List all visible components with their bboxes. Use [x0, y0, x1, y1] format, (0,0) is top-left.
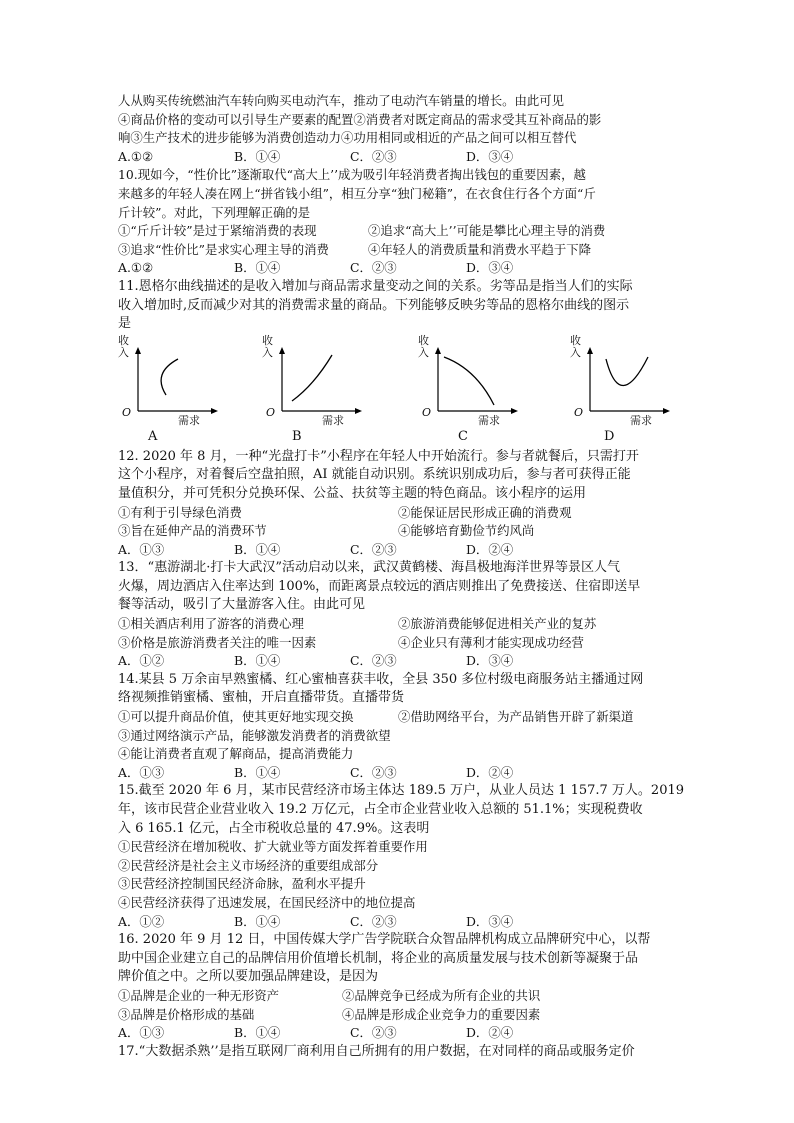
q9-statements-line-2: 响③生产技术的进步能够为消费创造动力④功用相同或相近的产品之间可以相互替代	[118, 130, 577, 146]
graph-c-y-arrow	[435, 347, 441, 354]
q12-option-b[interactable]: B．①④	[234, 541, 281, 557]
q15-option-a[interactable]: A．①②	[118, 913, 165, 929]
q15-statement-2: ②民营经济是社会主义市场经济的重要组成部分	[118, 857, 379, 873]
q13-stem-2: 火爆，周边酒店入住率达到 100%，而距离景点较远的酒店则推出了免费接送、住宿即送早	[118, 578, 641, 594]
graph-c-x-arrow	[511, 408, 518, 414]
graph-b-curve	[292, 355, 332, 401]
q13-statements-row-1	[118, 615, 684, 634]
graph-b-x-label: 需求	[322, 413, 344, 427]
q10-statements-row-2	[118, 241, 684, 260]
q10-statements-row-1	[118, 222, 684, 241]
q12-option-d[interactable]: D．②④	[466, 541, 514, 557]
q12-options	[118, 541, 684, 560]
q15-stem-3: 入 6 165.1 亿元，占全市税收总量的 47.9%。这表明	[118, 820, 430, 836]
graph-d-y-arrow	[587, 347, 593, 354]
q13-statement-2: ②旅游消费能够促进相关产业的复苏	[398, 616, 597, 632]
q14-statement-3: ③通过网络演示产品，能够激发消费者的消费欲望	[118, 727, 391, 743]
q13-option-b[interactable]: B．①④	[234, 653, 281, 669]
graph-d-svg	[570, 335, 682, 447]
q10-statement-3: ③追求“性价比”是求实心理主导的消费	[118, 241, 329, 257]
q17-stem-1: 17.“大数据杀熟’’是指互联网厂商利用自己所拥有的用户数据，在对同样的商品或服务定价	[118, 1043, 635, 1059]
q13-option-d[interactable]: D．③④	[466, 653, 514, 669]
q12-stem-2: 这个小程序，对着餐后空盘拍照，AI 就能自动识别。系统识别成功后，参与者可获得正能	[118, 467, 631, 483]
q11-stem-3: 是	[118, 316, 132, 332]
q9-stem-tail: 人从购买传统燃油汽车转向购买电动汽车，推动了电动汽车销量的增长。由此可见	[118, 93, 565, 108]
q16-option-b[interactable]: B．①④	[234, 1025, 281, 1041]
q12-statements-row-1	[118, 504, 684, 523]
q12-statement-4: ④能够培育勤俭节约风尚	[398, 523, 535, 539]
graph-a-x-arrow	[211, 408, 218, 414]
q14-statements-row-1	[118, 708, 684, 727]
q14-option-b[interactable]: B．①④	[234, 764, 281, 780]
q16-statement-1: ①品牌是企业的一种无形资产	[118, 987, 280, 1003]
q16-stem-1: 16. 2020 年 9 月 12 日，中国传媒大学广告学院联合众智品牌机构成立品牌研究中心，以帮	[118, 932, 651, 948]
q12-option-c[interactable]: C．②③	[350, 541, 397, 557]
q9-options	[118, 148, 684, 167]
q10-statement-1: ①“斤斤计较”是过于紧缩消费的表现	[118, 223, 317, 239]
q14-statement-2: ②借助网络平台，为产品销售开辟了新渠道	[398, 709, 634, 725]
q14-option-d[interactable]: D．②④	[466, 764, 514, 780]
graph-b-letter: B	[292, 428, 302, 444]
q15-statement-4: ④民营经济获得了迅速发展，在国民经济中的地位提高	[118, 894, 416, 910]
graph-a-curve	[161, 359, 178, 395]
q9-option-b[interactable]: B．①④	[234, 148, 281, 164]
q15-option-b[interactable]: B．①④	[234, 913, 281, 929]
q13-statement-4: ④企业只有薄利才能实现成功经营	[398, 634, 584, 650]
q12-option-a[interactable]: A．①③	[118, 541, 165, 557]
q10-option-c[interactable]: C．②③	[350, 260, 397, 276]
graph-b-y-label: 收入	[262, 333, 273, 359]
q10-option-b[interactable]: B．①④	[234, 260, 281, 276]
q16-option-a[interactable]: A．①③	[118, 1025, 165, 1041]
q12-stem-3: 量值积分，并可凭积分兑换环保、公益、扶贫等主题的特色商品。该小程序的运用	[118, 485, 587, 501]
q12-statement-1: ①有利于引导绿色消费	[118, 504, 242, 520]
graph-c-origin: O	[422, 405, 432, 419]
q12-statement-3: ③旨在延伸产品的消费环节	[118, 523, 267, 539]
graph-c-svg	[418, 335, 530, 447]
graph-b[interactable]	[262, 335, 374, 447]
graph-c-x-label: 需求	[478, 413, 500, 427]
graph-b-origin: O	[266, 405, 276, 419]
graph-a-origin: O	[122, 405, 132, 419]
q16-stem-2: 助中国企业建立自己的品牌信用价值增长机制，将企业的高质量发展与技术创新等凝聚于品	[118, 950, 639, 966]
q10-statement-4: ④年轻人的消费质量和消费水平趋于下降	[368, 241, 592, 257]
q16-option-d[interactable]: D．②④	[466, 1025, 514, 1041]
q12-stem-1: 12. 2020 年 8 月，一种“光盘打卡”小程序在年轻人中开始流行。参与者就餐后，只需打开	[118, 448, 639, 464]
q14-statement-1: ①可以提升商品价值，使其更好地实现交换	[118, 709, 354, 725]
graph-c[interactable]	[418, 335, 530, 447]
q9-option-a[interactable]: A.①②	[118, 148, 154, 164]
graph-a-letter: A	[148, 428, 158, 444]
q11-stem-2: 收入增加时,反而减少对其的消费需求量的商品。下列能够反映劣等品的恩格尔曲线的图示	[118, 297, 630, 313]
q10-stem-3: 斤计较”。对此，下列理解正确的是	[118, 204, 311, 220]
graph-c-letter: C	[458, 428, 468, 444]
q16-stem-3: 牌价值之中。之所以要加强品牌建设，是因为	[118, 969, 379, 985]
graph-a-x-label: 需求	[178, 413, 200, 427]
engel-curve-graphs	[118, 335, 684, 447]
q9-option-c[interactable]: C．②③	[350, 148, 397, 164]
q15-option-d[interactable]: D．③④	[466, 913, 514, 929]
graph-d-curve	[606, 357, 648, 386]
q15-stem-1: 15.截至 2020 年 6 月，某市民营经济市场主体达 189.5 万户，从业人员达 1 157.7 万人。2019	[118, 783, 684, 799]
graph-c-y-label: 收入	[418, 333, 429, 359]
graph-d[interactable]	[570, 335, 682, 447]
graph-a[interactable]	[118, 335, 230, 447]
q16-statement-3: ③品牌是价格形成的基础	[118, 1006, 255, 1022]
graph-b-x-arrow	[355, 408, 362, 414]
q10-stem-1: 10.现如今，“性价比”逐渐取代“高大上’’成为吸引年轻消费者掏出钱包的重要因素，越	[118, 167, 586, 183]
q13-option-c[interactable]: C．②③	[350, 653, 397, 669]
graph-d-x-arrow	[663, 408, 670, 414]
q15-option-c[interactable]: C．②③	[350, 913, 397, 929]
q16-statements-row-1	[118, 987, 684, 1006]
q10-stem-2: 来越多的年轻人凑在网上“拼省钱小组”，相互分享“独门秘籍”，在衣食住行各个方面“斤	[118, 185, 596, 201]
q14-option-c[interactable]: C．②③	[350, 764, 397, 780]
q10-option-d[interactable]: D．③④	[466, 260, 514, 276]
q13-stem-3: 餐等活动，吸引了大量游客入住。由此可见	[118, 597, 366, 613]
q10-option-a[interactable]: A.①②	[118, 260, 154, 276]
q14-stem-2: 络视频推销蜜橘、蜜柚，开启直播带货。直播带货	[118, 690, 405, 706]
graph-d-x-label: 需求	[630, 413, 652, 427]
graph-a-y-arrow	[135, 347, 141, 354]
graph-b-svg	[262, 335, 374, 447]
q14-stem-1: 14.某县 5 万余亩早熟蜜橘、红心蜜柚喜获丰收，全县 350 多位村级电商服务站主播通过网	[118, 671, 644, 687]
q16-options	[118, 1024, 684, 1043]
q13-statements-row-2	[118, 634, 684, 653]
q9-statements-line-1: ④商品价格的变动可以引导生产要素的配置②消费者对既定商品的需求受其互补商品的影	[118, 111, 602, 127]
graph-a-y-label: 收入	[118, 333, 129, 359]
graph-d-y-label: 收入	[570, 333, 581, 359]
q15-options	[118, 913, 684, 932]
graph-a-svg	[118, 335, 230, 447]
q16-statement-4: ④品牌是形成企业竞争力的重要因素	[342, 1006, 541, 1022]
graph-b-y-arrow	[279, 347, 285, 354]
q16-statements-row-2	[118, 1006, 684, 1025]
q14-options	[118, 764, 684, 783]
q15-statement-3: ③民营经济控制国民经济命脉，盈利水平提升	[118, 876, 366, 892]
graph-d-origin: O	[574, 405, 584, 419]
q11-stem-1: 11.恩格尔曲线描述的是收入增加与商品需求量变动之间的关系。劣等品是指当人们的实际	[118, 278, 633, 294]
q15-stem-2: 年，该市民营企业营业收入 19.2 万亿元，占全市企业营业收入总额的 51.1%；实现税费收	[118, 802, 643, 817]
graph-d-letter: D	[604, 428, 615, 444]
exam-page	[118, 92, 684, 1061]
q13-stem-1: 13．“惠游湖北·打卡大武汉”活动启动以来，武汉黄鹤楼、海昌极地海洋世界等景区人气	[118, 560, 620, 576]
q10-options	[118, 259, 684, 278]
q16-statement-2: ②品牌竞争已经成为所有企业的共识	[342, 987, 541, 1003]
q16-option-c[interactable]: C．②③	[350, 1025, 397, 1041]
q10-statement-2: ②追求“高大上’’可能是攀比心理主导的消费	[368, 223, 606, 239]
q12-statement-2: ②能保证居民形成正确的消费观	[398, 504, 572, 520]
q13-option-a[interactable]: A．①②	[118, 653, 165, 669]
q15-statement-1: ①民营经济在增加税收、扩大就业等方面发挥着重要作用	[118, 839, 428, 855]
q14-statement-4: ④能让消费者直观了解商品，提高消费能力	[118, 746, 354, 762]
q14-option-a[interactable]: A．①③	[118, 764, 165, 780]
q9-option-d[interactable]: D．③④	[466, 148, 514, 164]
q13-options	[118, 652, 684, 671]
q12-statements-row-2	[118, 522, 684, 541]
graph-c-curve	[444, 357, 494, 405]
q13-statement-3: ③价格是旅游消费者关注的唯一因素	[118, 634, 317, 650]
q13-statement-1: ①相关酒店利用了游客的消费心理	[118, 616, 304, 632]
